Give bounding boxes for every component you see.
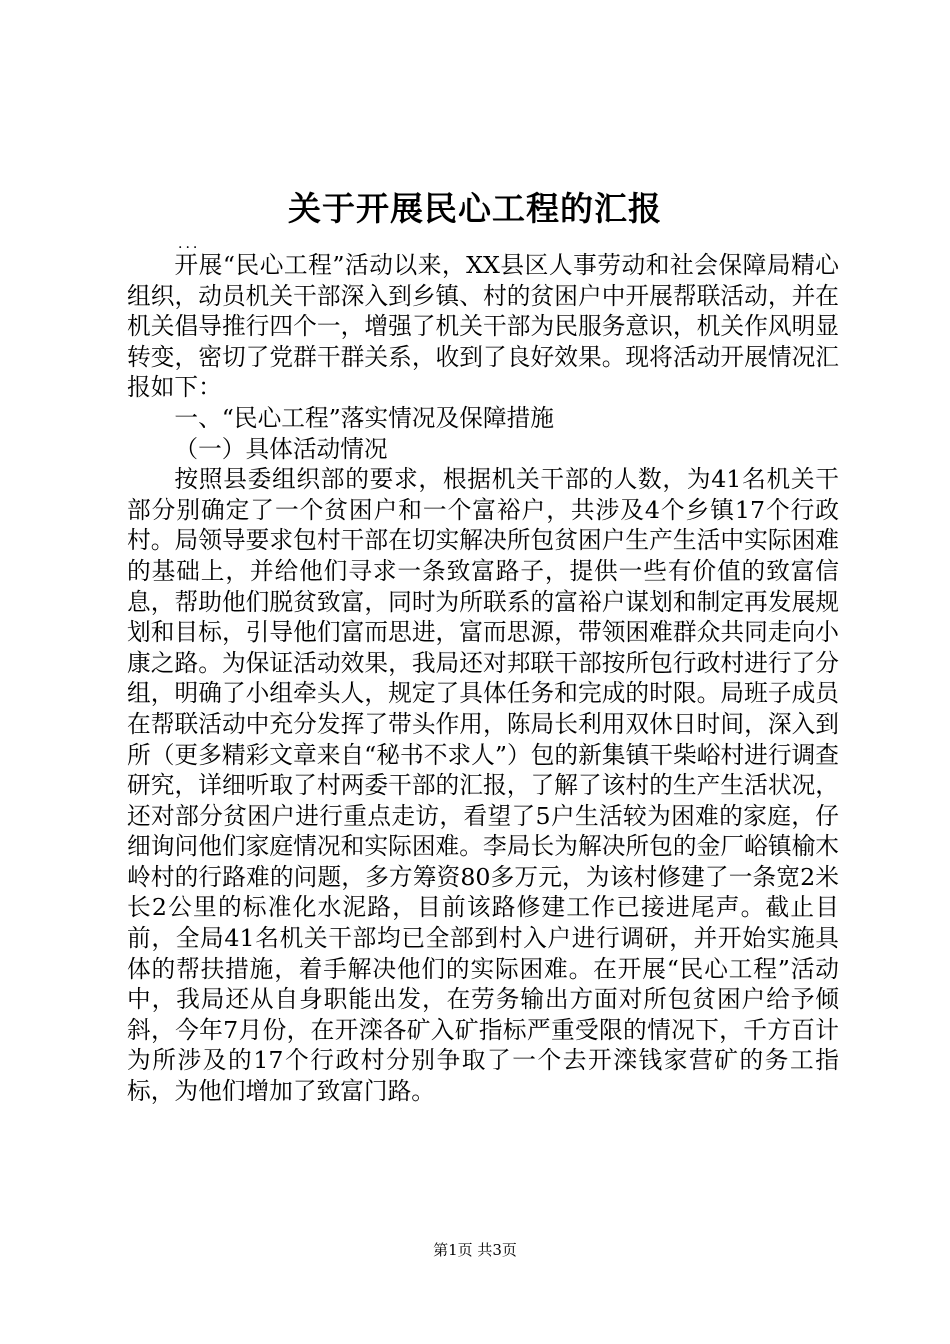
document-title: 关于开展民心工程的汇报	[288, 189, 662, 228]
ellipsis-marker: ...	[178, 236, 201, 252]
paragraph-activities: 按照县委组织部的要求，根据机关干部的人数，为41名机关干部分别确定了一个贫困户和一个富裕户，共涉及4个乡镇17个行政村。局领导要求包村干部在切实解决所包贫困户生产生活中实际困难的基础上，并给他们寻求一条致富路子，提供一些有价值的致富信息，帮助他们脱贫致富，同时为所联系的富裕户谋划和制定再发展规划和目标，引导他们富而思进，富而思源，带领困难群众共同走向小康之路。为保证活动效果，我局还对邦联干部按所包行政村进行了分组，明确了小组牵头人，规定了具体任务和完成的时限。局班子成员在帮联活动中充分发挥了带头作用，陈局长利用双休日时间，深入到所（更多精彩文章来自“秘书不求人”）包的新集镇干柴峪村进行调查研究，详细听取了村两委干部的汇报，了解了该村的生产生活状况，还对部分贫困户进行重点走访，看望了5户生活较为困难的家庭，仔细询问他们家庭情况和实际困难。李局长为解决所包的金厂峪镇榆木岭村的行路难的问题，多方筹资80多万元，为该村修建了一条宽2米长2公里的标准化水泥路，目前该路修建工作已接进尾声。截止目前，全局41名机关干部均已全部到村入户进行调研，并开始实施具体的帮扶措施，着手解决他们的实际困难。在开展“民心工程”活动中，我局还从自身职能出发，在劳务输出方面对所包贫困户给予倾斜，今年7月份，在开滦各矿入矿指标严重受限的情况下，千方百计为所涉及的17个行政村分别争取了一个去开滦钱家营矿的务工指标，为他们增加了致富门路。	[127, 465, 839, 1106]
page-footer: 第1页 共3页	[433, 1241, 517, 1259]
paragraph-intro: 开展“民心工程”活动以来，XX县区人事劳动和社会保障局精心组织，动员机关干部深入到乡镇、村的贫困户中开展帮联活动，并在机关倡导推行四个一，增强了机关干部为民服务意识，机关作风明显转变，密切了党群干群关系，收到了良好效果。现将活动开展情况汇报如下：	[127, 251, 839, 402]
subsection-heading-1: （一）具体活动情况	[174, 434, 388, 463]
section-heading-1: 一、“民心工程”落实情况及保障措施	[174, 403, 554, 432]
document-body	[127, 250, 839, 1107]
